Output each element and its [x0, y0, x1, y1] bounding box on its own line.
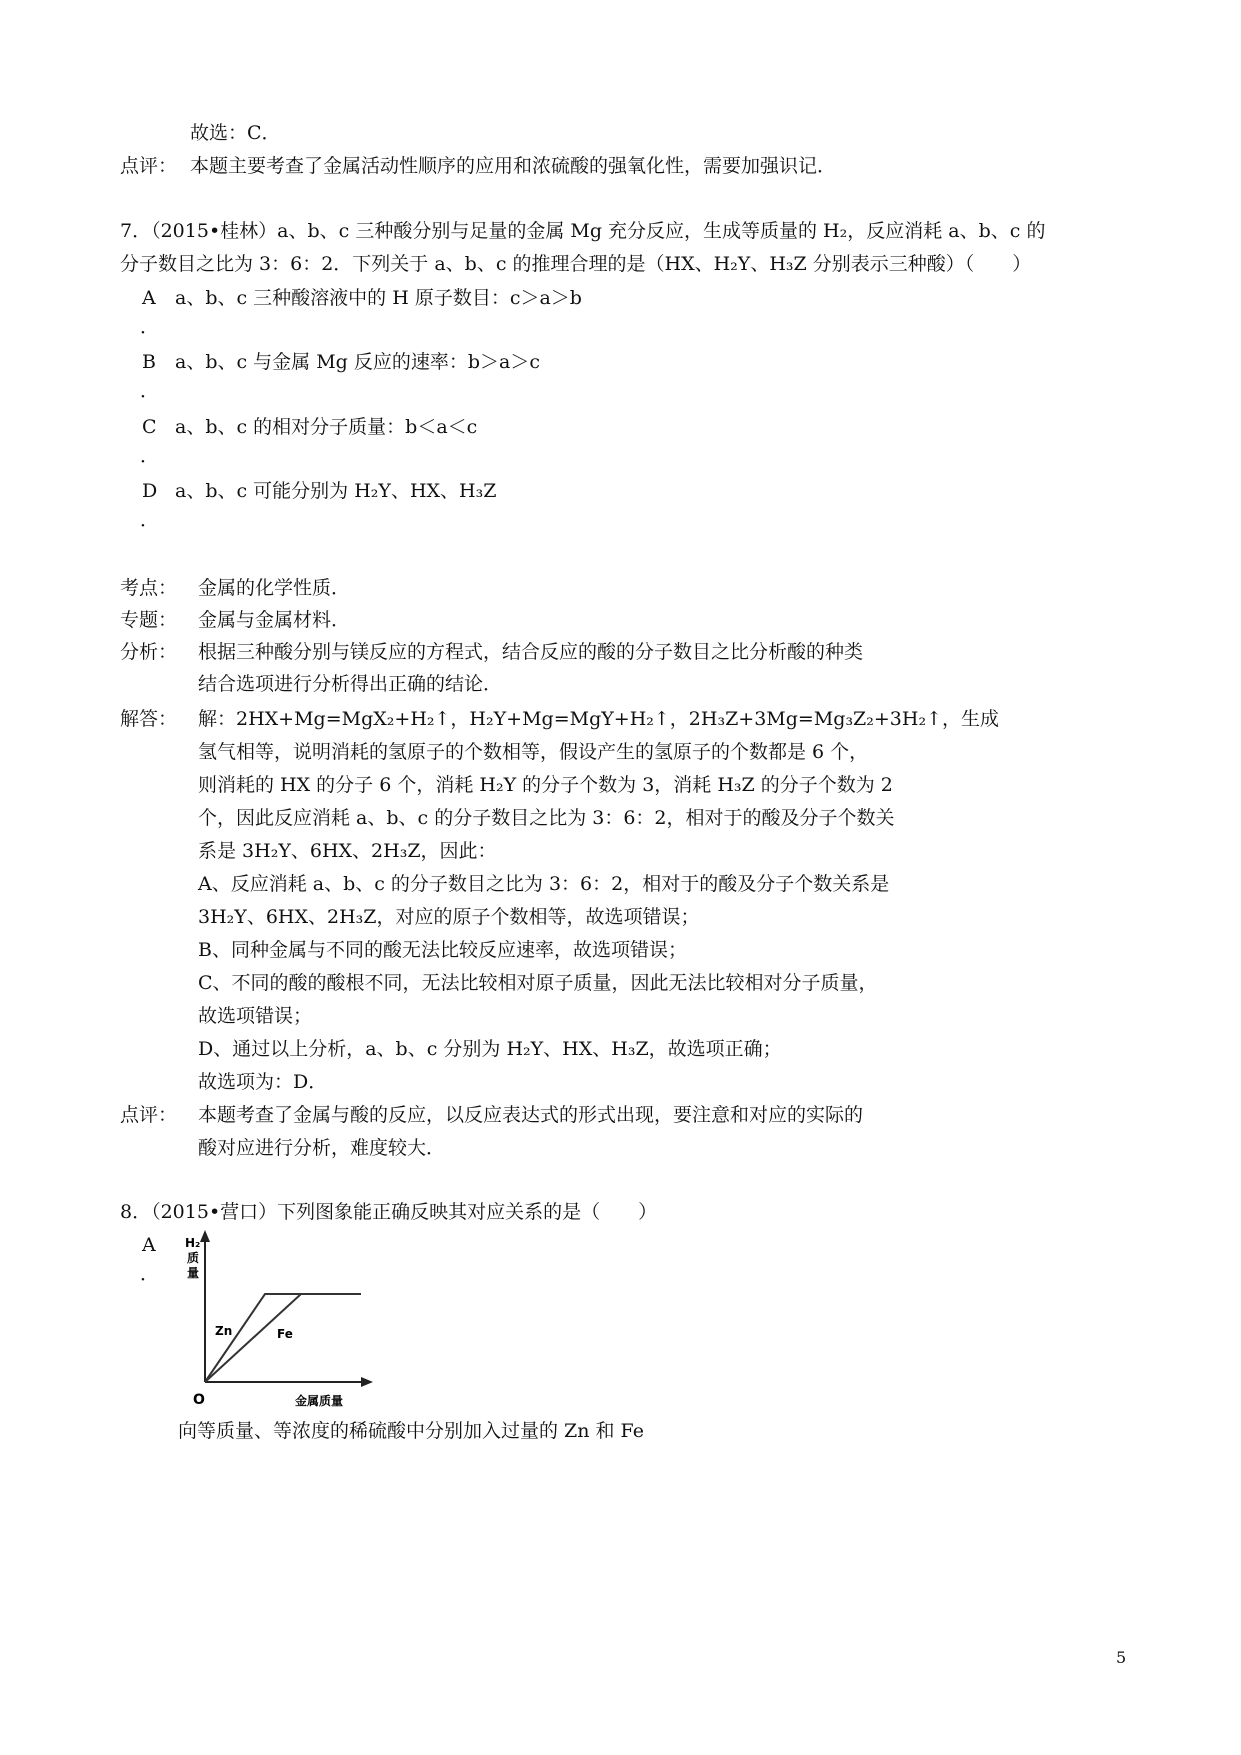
- q7-stem-line1: 7．（2015•桂林）a、b、c 三种酸分别与足量的金属 Mg 充分反应，生成等质量的 H₂，反应消耗 a、b、c 的: [120, 220, 1046, 242]
- jieda-line: A、反应消耗 a、b、c 的分子数目之比为 3：6：2，相对于的酸及分子个数关系是: [198, 873, 890, 895]
- x-axis-label: 金属质量: [295, 1394, 344, 1408]
- jieda-label: 解答：: [120, 708, 178, 730]
- dianping-line: 本题考查了金属与酸的反应，以反应表达式的形式出现，要注意和对应的实际的: [198, 1104, 864, 1126]
- kaodian-text: 金属的化学性质．: [198, 577, 351, 599]
- jieda-line: 则消耗的 HX 的分子 6 个，消耗 H₂Y 的分子个数为 3，消耗 H₃Z 的分子个数为 2: [198, 774, 893, 796]
- zhuanti-text: 金属与金属材料．: [198, 609, 351, 631]
- jieda-line: 系是 3H₂Y、6HX、2H₃Z，因此：: [198, 840, 497, 862]
- zhuanti-label: 专题：: [120, 609, 178, 631]
- fenxi-line: 根据三种酸分别与镁反应的方程式，结合反应的酸的分子数目之比分析酸的种类: [198, 641, 864, 663]
- jieda-line: D、通过以上分析，a、b、c 分别为 H₂Y、HX、H₃Z，故选项正确；: [198, 1038, 782, 1060]
- q8-option-a-letter: A: [142, 1234, 156, 1256]
- y-axis-arrow: [200, 1230, 210, 1242]
- jieda-line: 故选项错误；: [198, 1005, 313, 1027]
- dianping-label: 点评：: [120, 1104, 178, 1126]
- y-label-h2: H₂: [185, 1236, 201, 1250]
- q7-option-d-letter: D: [142, 480, 158, 502]
- q7-stem-line2: 分子数目之比为 3：6：2．下列关于 a、b、c 的推理合理的是（HX、H₂Y、H₃Z 分别表示三种酸）（ ）: [120, 253, 1032, 275]
- q7-option-d-dot: ．: [140, 509, 160, 531]
- q7-option-b-text: a、b、c 与金属 Mg 反应的速率：b＞a＞c: [175, 351, 540, 373]
- q8-option-a-dot: ．: [140, 1263, 160, 1285]
- jieda-line: B、同种金属与不同的酸无法比较反应速率，故选项错误；: [198, 939, 687, 961]
- q7-option-c-dot: ．: [140, 445, 160, 467]
- y-label-char: 量: [187, 1266, 200, 1280]
- jieda-line: 解：2HX+Mg=MgX₂+H₂↑，H₂Y+Mg=MgY+H₂↑，2H₃Z+3Mg=Mg₃Z₂+3H₂↑，生成: [198, 708, 999, 730]
- q7-option-b-letter: B: [142, 351, 156, 373]
- jieda-line: 3H₂Y、6HX、2H₃Z，对应的原子个数相等，故选项错误；: [198, 906, 700, 928]
- q7-option-a-letter: A: [142, 287, 156, 309]
- series-label-fe: Fe: [277, 1327, 293, 1341]
- jieda-line: 个，因此反应消耗 a、b、c 的分子数目之比为 3：6：2，相对于的酸及分子个数关: [198, 807, 895, 829]
- page-number: 5: [1116, 1648, 1127, 1667]
- q7-option-c-letter: C: [142, 416, 157, 438]
- origin-label: O: [193, 1392, 205, 1408]
- q7-option-d-text: a、b、c 可能分别为 H₂Y、HX、H₃Z: [175, 480, 497, 502]
- y-label-char: 质: [187, 1251, 200, 1265]
- dianping-line: 酸对应进行分析，难度较大．: [198, 1137, 446, 1159]
- jieda-line: 故选项为：D．: [198, 1071, 328, 1093]
- q7-option-a-dot: ．: [140, 316, 160, 338]
- prev-choose: 故选：C．: [190, 122, 281, 144]
- kaodian-label: 考点：: [120, 577, 178, 599]
- q7-option-c-text: a、b、c 的相对分子质量：b＜a＜c: [175, 416, 478, 438]
- jieda-line: C、不同的酸的酸根不同，无法比较相对原子质量，因此无法比较相对分子质量，: [198, 972, 878, 994]
- q7-option-a-text: a、b、c 三种酸溶液中的 H 原子数目：c＞a＞b: [175, 287, 582, 309]
- fenxi-line: 结合选项进行分析得出正确的结论．: [198, 673, 503, 695]
- prev-comment-label: 点评：: [120, 155, 178, 177]
- jieda-line: 氢气相等，说明消耗的氢原子的个数相等，假设产生的氢原子的个数都是 6 个，: [198, 741, 869, 763]
- q8-option-a-caption: 向等质量、等浓度的稀硫酸中分别加入过量的 Zn 和 Fe: [178, 1420, 644, 1442]
- prev-comment: 本题主要考查了金属活动性顺序的应用和浓硫酸的强氧化性，需要加强识记．: [190, 155, 837, 177]
- series-label-zn: Zn: [215, 1324, 233, 1338]
- q8-stem: 8．（2015•营口）下列图象能正确反映其对应关系的是（ ）: [120, 1201, 658, 1223]
- q8-option-a-graph: [175, 1230, 375, 1410]
- q7-option-b-dot: ．: [140, 380, 160, 402]
- x-axis-arrow: [361, 1377, 373, 1387]
- fenxi-label: 分析：: [120, 641, 178, 663]
